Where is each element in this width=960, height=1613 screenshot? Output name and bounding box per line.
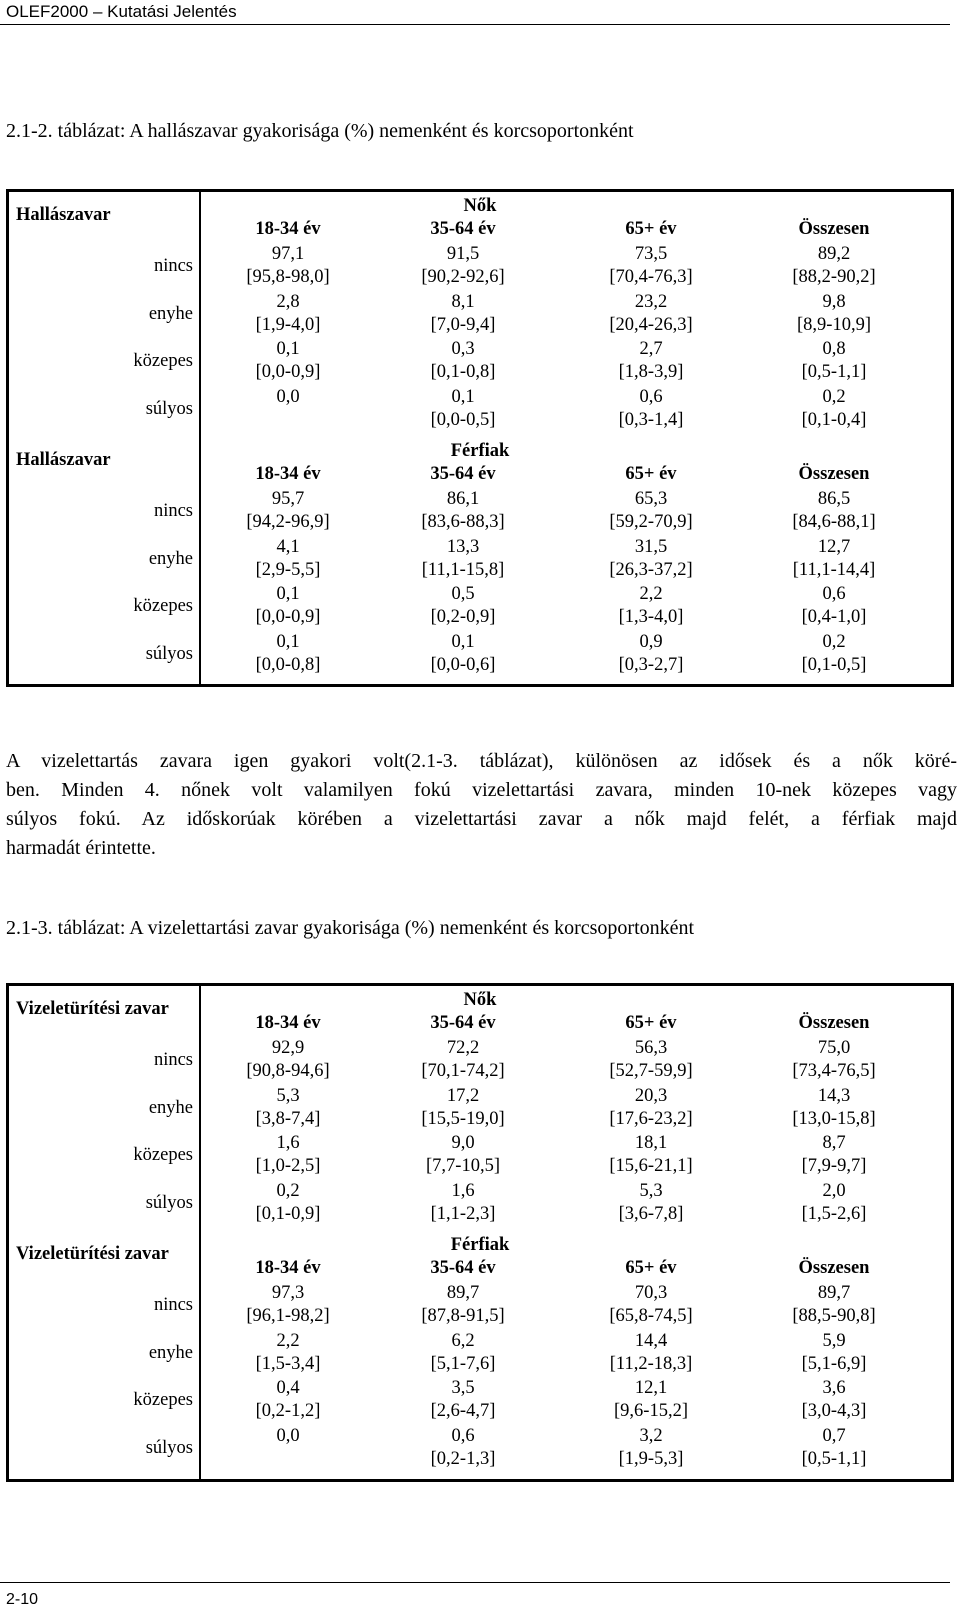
footer-rule <box>0 1582 950 1583</box>
paragraph-line: harmadát érintette. <box>6 837 156 859</box>
cell-ci: [0,3-1,4] <box>618 409 684 430</box>
cell-value: 17,2 <box>446 1085 480 1106</box>
row-label: közepes <box>133 351 193 371</box>
cell-ci: [0,5-1,1] <box>801 362 867 382</box>
row-label: enyhe <box>148 1097 193 1118</box>
cell-ci: [90,2-92,6] <box>421 267 505 287</box>
cell-ci: [0,1-0,5] <box>801 654 867 675</box>
cell-value: 3,2 <box>639 1425 663 1446</box>
column-header: 65+ év <box>625 464 677 484</box>
section-label: Vizeletürítési zavar <box>16 999 169 1019</box>
cell-ci: [90,8-94,6] <box>246 1061 330 1081</box>
cell-value: 18,1 <box>634 1133 668 1153</box>
cell-ci: [13,0-15,8] <box>792 1108 876 1129</box>
cell-value: 0,0 <box>276 1425 300 1446</box>
cell-value: 0,7 <box>822 1425 846 1446</box>
cell-ci: [1,5-2,6] <box>801 1203 867 1224</box>
table2-urinary-disorder <box>6 983 954 1482</box>
cell-ci: [15,5-19,0] <box>421 1108 505 1129</box>
cell-ci: [8,9-10,9] <box>797 314 871 335</box>
cell-ci: [9,6-15,2] <box>614 1401 688 1421</box>
cell-value: 89,2 <box>817 244 851 264</box>
report-header: OLEF2000 – Kutatási Jelentés <box>6 2 237 21</box>
cell-value: 3,5 <box>451 1378 475 1398</box>
table1-caption: 2.1-2. táblázat: A hallászavar gyakorisága (%) nemenként és korcsoportonként <box>6 120 634 142</box>
cell-ci: [70,1-74,2] <box>421 1061 505 1081</box>
cell-value: 0,5 <box>451 584 475 604</box>
row-label: enyhe <box>148 548 193 569</box>
cell-ci: [26,3-37,2] <box>609 559 693 580</box>
cell-value: 1,6 <box>451 1180 475 1201</box>
cell-value: 95,7 <box>271 489 305 509</box>
row-label: súlyos <box>145 1192 193 1213</box>
cell-ci: [94,2-96,9] <box>246 512 330 532</box>
cell-ci: [88,5-90,8] <box>792 1306 876 1326</box>
body-paragraph <box>6 747 957 863</box>
cell-value: 2,7 <box>639 339 663 359</box>
section-label: Vizeletürítési zavar <box>16 1244 169 1264</box>
cell-value: 0,4 <box>276 1378 300 1398</box>
cell-value: 0,9 <box>639 631 663 652</box>
cell-ci: [20,4-26,3] <box>609 314 693 335</box>
paragraph-line: ben. Minden 4. nőnek volt valamilyen fokú vizelettartási zavara, minden 10-nek közepes vagy <box>6 779 957 801</box>
row-label-column <box>9 986 201 1479</box>
cell-value: 6,2 <box>451 1330 475 1351</box>
column-header: 65+ év <box>625 1258 677 1278</box>
cell-value: 23,2 <box>634 291 668 312</box>
cell-ci: [0,5-1,1] <box>801 1448 867 1469</box>
cell-ci: [0,3-2,7] <box>618 654 684 675</box>
cell-ci: [1,8-3,9] <box>618 362 684 382</box>
cell-value: 0,2 <box>822 386 846 407</box>
cell-ci: [88,2-90,2] <box>792 267 876 287</box>
cell-value: 2,8 <box>276 291 300 312</box>
cell-value: 72,2 <box>446 1038 480 1058</box>
cell-value: 70,3 <box>634 1283 668 1303</box>
cell-value: 5,9 <box>822 1330 846 1351</box>
cell-ci: [7,0-9,4] <box>430 314 496 335</box>
cell-ci: [0,2-1,2] <box>255 1401 321 1421</box>
cell-ci: [11,2-18,3] <box>609 1353 693 1374</box>
cell-value: 14,3 <box>817 1085 851 1106</box>
column-header: 35-64 év <box>430 464 496 484</box>
row-label: közepes <box>133 1390 193 1410</box>
row-label: súlyos <box>145 398 193 419</box>
cell-value: 56,3 <box>634 1038 668 1058</box>
cell-ci: [65,8-74,5] <box>609 1306 693 1326</box>
section-label: Hallászavar <box>16 450 111 470</box>
cell-value: 91,5 <box>446 244 480 264</box>
cell-ci: [17,6-23,2] <box>609 1108 693 1129</box>
cell-ci: [0,0-0,6] <box>430 654 496 675</box>
cell-value: 0,0 <box>276 386 300 407</box>
cell-value: 9,8 <box>822 291 846 312</box>
page-number: 2-10 <box>6 1591 39 1608</box>
cell-ci: [52,7-59,9] <box>609 1061 693 1081</box>
cell-value: 31,5 <box>634 536 668 557</box>
cell-value: 89,7 <box>817 1283 851 1303</box>
cell-value: 4,1 <box>276 536 300 557</box>
cell-value: 12,7 <box>817 536 851 557</box>
cell-ci: [1,3-4,0] <box>618 607 684 627</box>
cell-value: 5,3 <box>639 1180 663 1201</box>
cell-value: 0,6 <box>822 584 846 604</box>
cell-value: 75,0 <box>817 1038 851 1058</box>
column-header: Összesen <box>798 219 870 239</box>
cell-value: 12,1 <box>634 1378 668 1398</box>
column-header: 65+ év <box>625 1013 677 1033</box>
row-label: nincs <box>153 1295 193 1315</box>
row-label: közepes <box>133 596 193 616</box>
cell-ci: [1,1-2,3] <box>430 1203 496 1224</box>
column-header: 35-64 év <box>430 1258 496 1278</box>
cell-value: 89,7 <box>446 1283 480 1303</box>
cell-value: 86,5 <box>817 489 851 509</box>
cell-value: 9,0 <box>451 1133 475 1153</box>
cell-ci: [0,0-0,5] <box>430 409 496 430</box>
row-label: enyhe <box>148 1342 193 1363</box>
column-header: Összesen <box>798 1258 870 1278</box>
column-header: Összesen <box>798 1013 870 1033</box>
cell-ci: [0,1-0,8] <box>430 362 496 382</box>
cell-ci: [0,0-0,9] <box>255 607 321 627</box>
cell-value: 86,1 <box>446 489 480 509</box>
column-header: 18-34 év <box>255 219 321 239</box>
cell-ci: [59,2-70,9] <box>609 512 693 532</box>
row-label: közepes <box>133 1145 193 1165</box>
cell-ci: [11,1-14,4] <box>792 559 876 580</box>
column-header: Összesen <box>798 464 870 484</box>
cell-value: 0,1 <box>276 631 300 652</box>
cell-ci: [11,1-15,8] <box>421 559 505 580</box>
cell-value: 20,3 <box>634 1085 668 1106</box>
cell-ci: [83,6-88,3] <box>421 512 505 532</box>
cell-ci: [2,9-5,5] <box>255 559 321 580</box>
cell-ci: [5,1-6,9] <box>801 1353 867 1374</box>
row-label: enyhe <box>148 303 193 324</box>
cell-ci: [87,8-91,5] <box>421 1306 505 1326</box>
cell-value: 8,7 <box>822 1133 846 1153</box>
cell-value: 0,2 <box>276 1180 300 1201</box>
cell-value: 0,3 <box>451 339 475 359</box>
cell-ci: [95,8-98,0] <box>246 267 330 287</box>
column-header: 18-34 év <box>255 1258 321 1278</box>
cell-ci: [3,8-7,4] <box>255 1108 321 1129</box>
cell-ci: [0,1-0,4] <box>801 409 867 430</box>
cell-value: 92,9 <box>271 1038 305 1058</box>
cell-value: 2,2 <box>276 1330 300 1351</box>
cell-value: 3,6 <box>822 1378 846 1398</box>
row-label: súlyos <box>145 643 193 664</box>
cell-value: 0,1 <box>451 631 475 652</box>
cell-ci: [1,5-3,4] <box>255 1353 321 1374</box>
cell-ci: [0,2-0,9] <box>430 607 496 627</box>
cell-ci: [7,7-10,5] <box>426 1156 500 1176</box>
row-label: nincs <box>153 256 193 276</box>
table2-caption: 2.1-3. táblázat: A vizelettartási zavar gyakorisága (%) nemenként és korcsoportonként <box>6 917 695 939</box>
table1-hearing-disorder <box>6 189 954 687</box>
row-label-column <box>9 192 201 684</box>
column-header: 65+ év <box>625 219 677 239</box>
cell-value: 73,5 <box>634 244 668 264</box>
cell-ci: [0,4-1,0] <box>801 607 867 627</box>
cell-value: 0,2 <box>822 631 846 652</box>
cell-value: 0,8 <box>822 339 846 359</box>
cell-ci: [3,0-4,3] <box>801 1401 867 1421</box>
cell-ci: [0,0-0,9] <box>255 362 321 382</box>
cell-ci: [2,6-4,7] <box>430 1401 496 1421</box>
row-label: súlyos <box>145 1437 193 1458</box>
cell-ci: [70,4-76,3] <box>609 267 693 287</box>
cell-value: 0,6 <box>451 1425 475 1446</box>
row-label: nincs <box>153 1050 193 1070</box>
column-header: 35-64 év <box>430 1013 496 1033</box>
cell-ci: [1,0-2,5] <box>255 1156 321 1176</box>
cell-value: 8,1 <box>451 291 475 312</box>
row-label: nincs <box>153 501 193 521</box>
cell-ci: [5,1-7,6] <box>430 1353 496 1374</box>
cell-ci: [0,2-1,3] <box>430 1448 496 1469</box>
column-header: 18-34 év <box>255 464 321 484</box>
group-heading: Férfiak <box>450 1235 510 1255</box>
cell-ci: [73,4-76,5] <box>792 1061 876 1081</box>
section-label: Hallászavar <box>16 205 111 225</box>
cell-ci: [7,9-9,7] <box>801 1156 867 1176</box>
cell-value: 97,3 <box>271 1283 305 1303</box>
cell-ci: [1,9-5,3] <box>618 1448 684 1469</box>
cell-ci: [3,6-7,8] <box>618 1203 684 1224</box>
paragraph-line: súlyos fokú. Az időskorúak körében a vizelettartási zavar a nők majd felét, a férfiak majd <box>6 808 957 830</box>
cell-value: 0,1 <box>276 584 300 604</box>
column-header: 18-34 év <box>255 1013 321 1033</box>
cell-value: 2,2 <box>639 584 663 604</box>
cell-value: 65,3 <box>634 489 668 509</box>
cell-ci: [96,1-98,2] <box>246 1306 330 1326</box>
group-heading: Nők <box>463 196 497 216</box>
cell-value: 13,3 <box>446 536 480 557</box>
cell-ci: [84,6-88,1] <box>792 512 876 532</box>
group-heading: Nők <box>463 990 497 1010</box>
cell-value: 5,3 <box>276 1085 300 1106</box>
column-header: 35-64 év <box>430 219 496 239</box>
cell-value: 0,6 <box>639 386 663 407</box>
paragraph-line: A vizelettartás zavara igen gyakori volt(2.1-3. táblázat), különösen az idősek és a nők köré- <box>6 750 957 772</box>
cell-ci: [0,1-0,9] <box>255 1203 321 1224</box>
cell-value: 1,6 <box>276 1133 300 1153</box>
cell-ci: [1,9-4,0] <box>255 314 321 335</box>
cell-value: 97,1 <box>271 244 305 264</box>
cell-value: 0,1 <box>276 339 300 359</box>
group-heading: Férfiak <box>450 441 510 461</box>
cell-ci: [0,0-0,8] <box>255 654 321 675</box>
cell-value: 0,1 <box>451 386 475 407</box>
cell-ci: [15,6-21,1] <box>609 1156 693 1176</box>
cell-value: 14,4 <box>634 1330 668 1351</box>
cell-value: 2,0 <box>822 1180 846 1201</box>
header-rule <box>0 24 950 25</box>
